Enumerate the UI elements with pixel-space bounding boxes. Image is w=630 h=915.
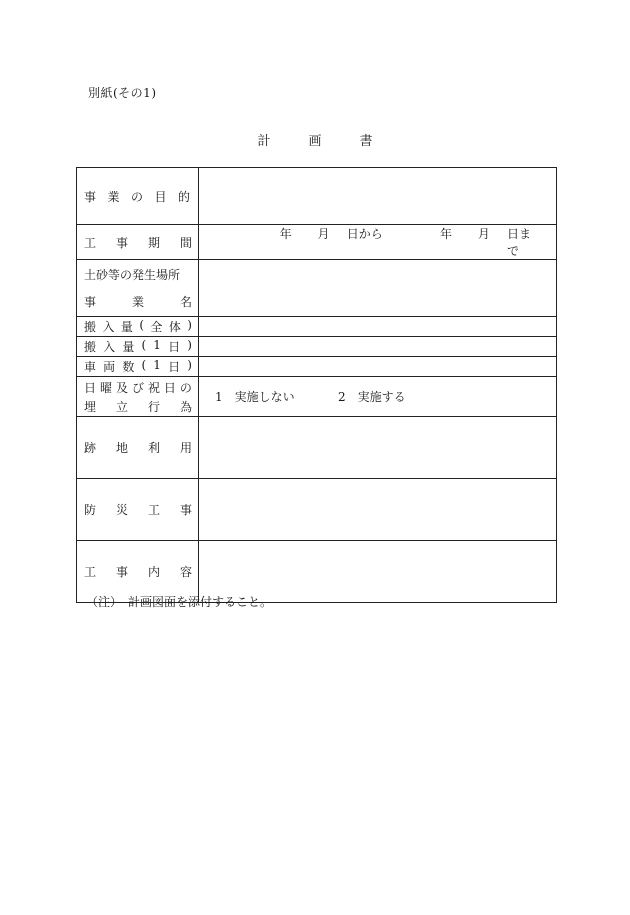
purpose-field[interactable] [199, 168, 557, 225]
volume-total-label [77, 317, 199, 337]
site-label [77, 260, 199, 317]
holiday-label-line1: 日 曜 及 び 祝 日 の [84, 380, 192, 395]
period-end-day: 日まで [507, 227, 532, 258]
row-volume-daily [77, 337, 557, 357]
row-holiday [77, 377, 557, 417]
title-char-3: 書 [359, 134, 373, 149]
note-text: （注） 計画図面を添付すること。 [86, 595, 273, 609]
holiday-options [199, 377, 557, 417]
volume-total-field[interactable] [199, 317, 557, 337]
land-use-field[interactable] [199, 417, 557, 479]
row-disaster [77, 479, 557, 541]
period-end-month: 月 [477, 227, 490, 241]
purpose-label-text: 事 業 の 目 的 [84, 189, 190, 204]
disaster-label [77, 479, 199, 541]
land-use-label-text: 跡 地 利 用 [84, 441, 192, 455]
volume-daily-field[interactable] [199, 337, 557, 357]
vehicles-daily-field[interactable] [199, 357, 557, 377]
land-use-label [77, 417, 199, 479]
period-field[interactable] [199, 225, 557, 260]
row-period [77, 225, 557, 260]
vehicles-daily-label [77, 357, 199, 377]
period-end-year: 年 [439, 227, 452, 241]
disaster-field[interactable] [199, 479, 557, 541]
title-char-1: 計 [257, 134, 271, 149]
site-label-line2: 事 業 名 [84, 295, 192, 309]
volume-total-label-text: 搬 入 量 ( 全 体 ) [84, 318, 192, 334]
holiday-label [77, 377, 199, 417]
holiday-option-2[interactable]: 2 実施する [338, 390, 406, 404]
vehicles-daily-label-text: 車 両 数 ( 1 日 ) [84, 358, 192, 374]
period-label [77, 225, 199, 260]
row-land-use [77, 417, 557, 479]
volume-daily-label [77, 337, 199, 357]
period-start-month: 月 [317, 227, 330, 241]
holiday-label-line2: 埋 立 行 為 [84, 399, 192, 414]
disaster-label-text: 防 災 工 事 [84, 503, 192, 517]
site-label-line1: 土砂等の発生場所 [84, 268, 181, 282]
row-vehicles-daily [77, 357, 557, 377]
title-char-2: 画 [308, 134, 322, 149]
period-label-text: 工 事 期 間 [84, 235, 192, 250]
plan-table [76, 167, 557, 603]
site-field[interactable] [199, 260, 557, 317]
attachment-label: 別紙(その1) [88, 86, 157, 100]
work-content-label-text: 工 事 内 容 [84, 565, 192, 579]
purpose-label [77, 168, 199, 225]
holiday-option-1[interactable]: 1 実施しない [215, 390, 295, 404]
row-purpose [77, 168, 557, 225]
row-site [77, 260, 557, 317]
row-volume-total [77, 317, 557, 337]
document-title [0, 130, 630, 149]
period-start-day: 日から [346, 227, 383, 241]
period-start-year: 年 [279, 227, 292, 241]
volume-daily-label-text: 搬 入 量 ( 1 日 ) [84, 338, 192, 354]
